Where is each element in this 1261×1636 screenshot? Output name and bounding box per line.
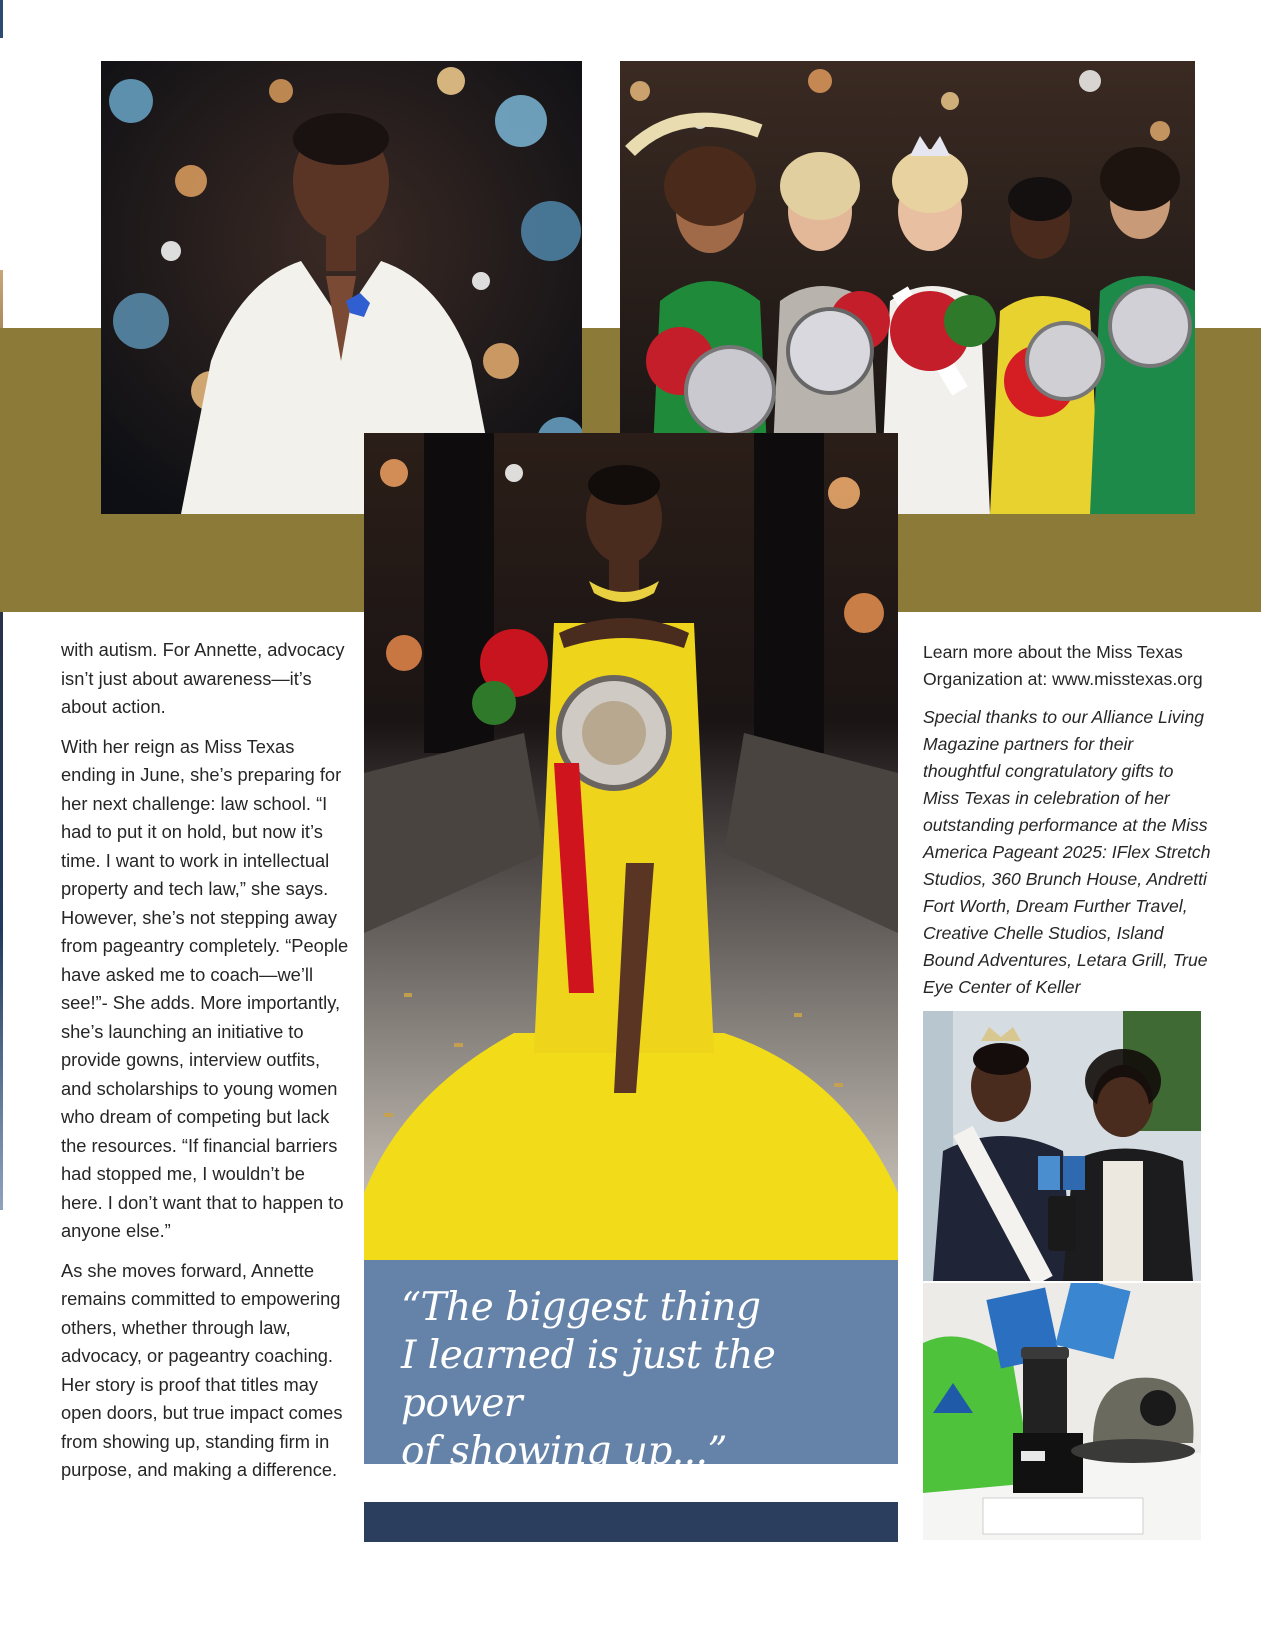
paragraph-moving-forward: As she moves forward, Annette remains committed to empowering others, whether through law, advocacy, or pageantry coaching. Her story is proof that titles may open doors, but true impact comes from showing up, standing firm in purpose, and making a difference.	[61, 1259, 343, 1480]
edge-accent-mark	[0, 0, 3, 38]
paragraph-autism-advocacy: with autism. For Annette, advocacy isn’t just about awareness—it’s about action.	[61, 639, 345, 717]
photo-miss-texas-yellow-gown	[364, 433, 898, 1261]
photo-gift-presentation	[923, 1011, 1201, 1281]
article-left-column	[61, 636, 351, 1496]
pull-quote-line-1: “The biggest thing	[401, 1285, 761, 1330]
pull-quote-line-3: of showing up...”	[401, 1429, 727, 1474]
special-thanks-text: Special thanks to our Alliance Living Magazine partners for their thoughtful congratulatory gifts to Miss Texas in celebration of her outstanding performance at the Miss America Pageant 2025: IFlex Stretch Studios, 360 Brunch House, Andretti Fort Worth, Dream Further Travel, Creative Chelle Studios, Island Bound Adventures, Letara Grill, True Eye Center of Keller	[923, 707, 1211, 997]
learn-more-text: Learn more about the Miss Texas Organization at: www.misstexas.org	[923, 642, 1203, 689]
navy-footer-bar	[364, 1502, 898, 1542]
pull-quote	[401, 1284, 881, 1476]
photo-gift-items	[923, 1283, 1201, 1540]
paragraph-law-school: With her reign as Miss Texas ending in June, she’s preparing for her next challenge: law school. “I had to put it on hold, but now it’s time. I want to work in intellectual property and tech law,” she says. However, she’s not stepping away from pageantry completely. “People have asked me to coach—we’ll see!”- She adds. More importantly, she’s launching an initiative to provide gowns, interview outfits, and scholarships to young women who dream of competing but lack the resources. “If financial barriers had stopped me, I wouldn’t be here. I don’t want that to happen to anyone else.”	[61, 735, 349, 1241]
article-right-column	[923, 639, 1213, 1012]
pull-quote-line-2: I learned is just the power	[401, 1333, 776, 1426]
